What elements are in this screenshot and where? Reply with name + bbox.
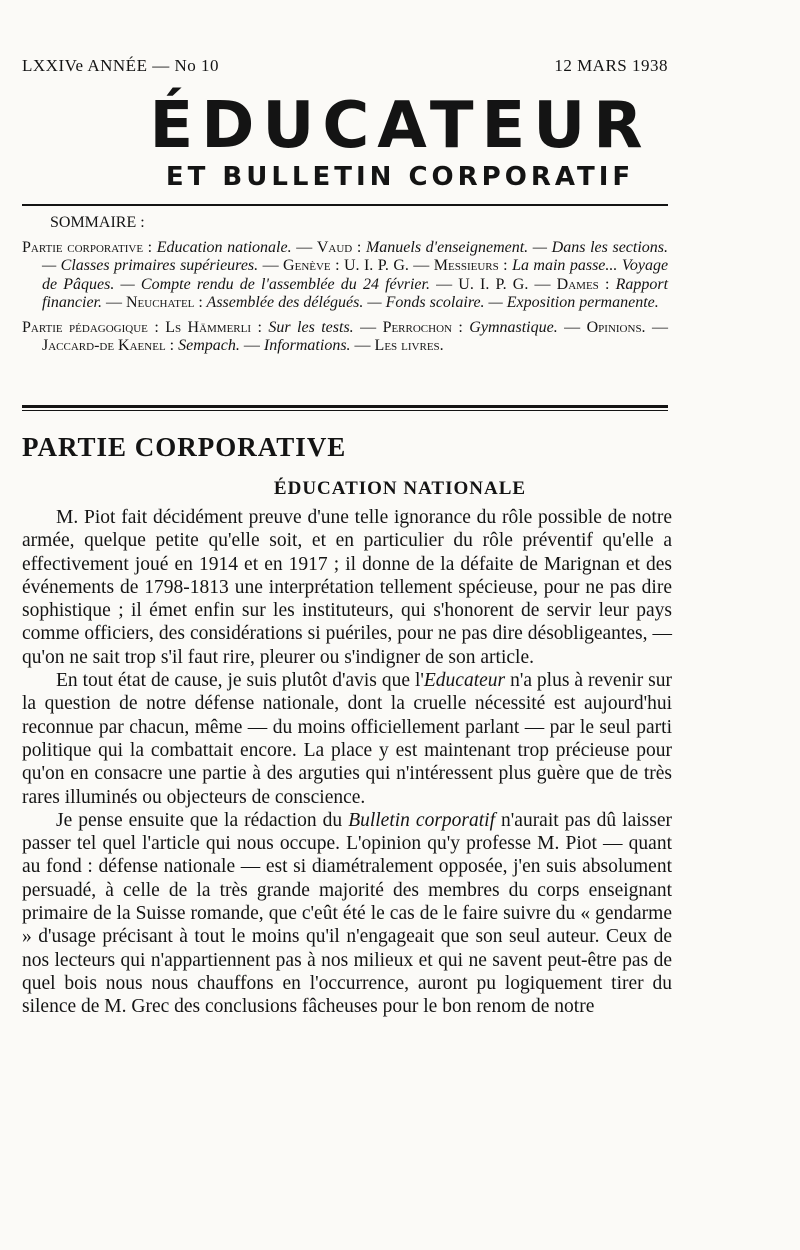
toc-entry: Assemblée des délégués. — Fonds scolaire. — Exposition permanente. [202,294,659,311]
paragraph-text: En tout état de cause, je suis plutôt d'avis que l' [56,670,424,692]
toc-section: Messieurs : [433,257,508,274]
paragraph: M. Piot fait décidément preuve d'une telle ignorance du rôle possible de notre armée, quelque petite qu'elle soit, et en particulier du rôle préventif qu'elle a effectivement joué en 1914 et en 1917 ; il donne de la défaite de Marignan et des événements de 1798-1813 une interprétation tellement spécieuse, pour ne pas dire sophistique ; il émet enfin sur les instituteurs, qui s'honorent de servir leur pays comme officiers, des considérations si puériles, pour ne pas dire désobligeantes, — qu'on ne sait trop s'il faut rire, pleurer ou s'indigner de son article. [22,507,672,668]
toc-section: Jaccard-de Kaenel : [42,337,175,354]
header-divider [22,204,668,206]
corporative-label: Partie corporative : [22,238,153,256]
issue-date: 12 MARS 1938 [554,56,668,75]
toc-section: Genève : [283,257,340,274]
sommaire-divider-thin [22,410,668,411]
toc-sep: — [350,337,375,354]
toc-section: Les livres. [374,337,444,354]
toc-sep: — [239,337,264,354]
masthead-line [22,56,668,76]
toc-section: Opinions. [586,318,646,336]
toc-sep: — [557,318,587,336]
toc-entry: Sur les tests. [261,318,354,336]
toc-sep: — [645,318,668,336]
toc-entry: La main passe... Voyage de Pâques. — Compte rendu de l'assemblée du 24 février. [42,257,669,293]
article-body [22,506,672,1019]
toc-entry: Gymnastique. [462,318,558,336]
toc-entry: Education nationale. [156,238,292,256]
sommaire-heading: SOMMAIRE : [50,214,145,231]
paragraph-text: n'aurait pas dû laisser passer tel quel l'article qui nous occupe. L'opinion qu'y professe M. Piot — quant au fond : défense nationale — est si diamétralement opposée, j'en suis absolument persuadé, à celle de la très grande majorité des membres du corps enseignant primaire de la Suisse romande, que c'eût été le cas de le faire suivre du « gendarme » d'usage précisant à tout le moins qu'il n'engageait que son seul auteur. Ceux de nos lecteurs qui n'appartiennent pas à nos milieux et qui ne savent peut-être pas de quel bois nous nous chauffons en l'occurrence, auront pu logiquement tirer du silence de M. Grec des conclusions fâcheuses pour le bon renom de notre [22,809,672,1018]
toc-entry: Rapport financier. [42,275,669,311]
toc-sep: — [258,257,284,274]
toc-section: Vaud : [316,238,362,256]
toc-sep: — [291,238,317,256]
journal-title: ÉDUCATEUR [149,89,651,163]
toc-sep: — [102,294,126,311]
paragraph [22,809,672,1019]
journal-name: Bulletin corporatif [348,809,496,831]
paragraph-text: n'a plus à revenir sur la question de notre défense nationale, dont la cruelle nécessité est aujourd'hui reconnue par chacun, même — du moins officiellement parlant — par le seul parti politique qui la combattait encore. La place y est maintenant trop précieuse pour qu'on en consacre une partie à des arguties qui n'intéressent plus guère que de très rares illuminés ou objecteurs de conscience. [22,670,672,808]
section-title: PARTIE CORPORATIVE [22,432,347,462]
sommaire-divider-thick [22,405,668,408]
toc-entry: Sempach. [174,337,240,354]
toc-entry: Informations. [263,337,351,354]
toc-entry: U. I. P. G. — [339,257,434,274]
toc-section: Ls Hämmerli : [158,318,262,336]
toc-entry: — U. I. P. G. — [429,275,557,293]
toc-section: Perrochon : [382,318,463,336]
table-of-contents [22,214,668,356]
toc-section: Dames : [556,275,610,293]
article-title: ÉDUCATION NATIONALE [273,478,527,499]
toc-section: Neuchatel : [126,294,203,311]
journal-subtitle: ET BULLETIN CORPORATIF [165,162,635,192]
toc-entry: Manuels d'enseignement. — Dans les sections. — Classes primaires supérieures. [42,238,669,274]
sommaire-pedagogique [22,319,668,356]
journal-name: Educateur [423,670,506,692]
pedagogique-label: Partie pédagogique : [22,318,159,336]
sommaire-corporative [22,239,668,313]
paragraph-text: Je pense ensuite que la rédaction du [56,809,349,831]
issue-number: LXXIVe ANNÉE — No 10 [22,56,219,75]
toc-sep: — [353,318,383,336]
paragraph [22,669,672,809]
